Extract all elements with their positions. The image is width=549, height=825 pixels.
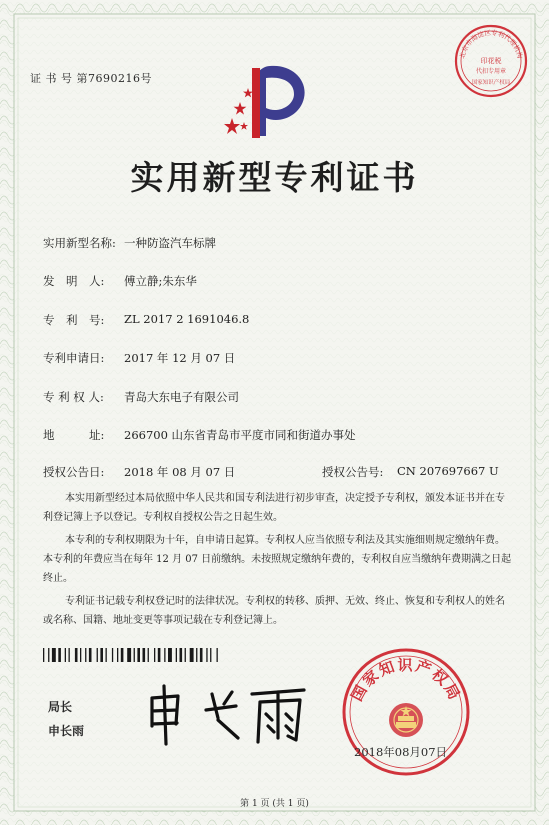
barcode-bar [117,648,118,662]
handwritten-signature [140,680,315,750]
name-label: 实用新型名称: [43,236,116,250]
seal-date: 2018年08月07日 [354,745,448,759]
barcode-bar [80,648,81,662]
address-label: 地 址: [43,428,105,442]
barcode-bar [206,648,207,662]
barcode-bar [200,648,203,662]
barcode-bar [52,648,56,662]
barcode-bar [185,648,186,662]
barcode-bar [168,648,172,662]
certificate-number: 证 书 号 第7690216号 [30,72,152,85]
filing-date-value: 2017 年 12 月 07 日 [124,351,236,365]
barcode-bar [134,648,135,662]
barcode-bar [89,648,92,662]
patent-number-value: ZL 2017 2 1691046.8 [124,312,250,326]
barcode-bar [48,648,49,662]
body-paragraph-1: 本实用新型经过本局依照中华人民共和国专利法进行初步审查，决定授予专利权，颁发本证书并在专利登记簿上予以登记。专利权自授权公告之日起生效。 [43,493,505,523]
barcode-bar [106,648,107,662]
barcode-bar [85,648,86,662]
barcode-bar [148,648,149,662]
agency-seal [452,22,530,100]
patentee-label: 专 利 权 人: [43,390,104,404]
signature-name: 申长雨 [48,724,85,738]
barcode-bar [196,648,197,662]
svg-text:北京市海淀区专利代理机构 [457,28,525,60]
agency-seal-bottom-text: 国家知识产权局 [471,80,511,86]
barcode-bar [65,648,66,662]
grant-number-label: 授权公告号: [322,465,384,479]
barcode-bar [127,648,131,662]
filing-date-label: 专利申请日: [43,351,105,365]
grant-date-label: 授权公告日: [43,465,105,479]
barcode-bar [43,648,44,662]
barcode-bar [158,648,161,662]
agency-seal-center-1: 印花税 [480,57,502,65]
svg-text:国家知识产权局 [348,656,465,704]
inventor-value: 傅立静;朱东华 [124,274,197,288]
patent-office-seal-text: 国家知识产权局 [347,656,465,705]
patent-number-label: 专 利 号: [43,313,105,327]
signature-title: 局长 [48,700,73,714]
patent-office-logo [222,58,318,142]
body-paragraph-3: 专利证书记载专利权登记时的法律状况。专利权的转移、质押、无效、终止、恢复和专利权人的姓名或名称、国籍、地址变更等事项记载在专利登记簿上。 [43,596,505,626]
agency-seal-center-2: 代扣专用章 [475,68,507,75]
page-number: 第 1 页 (共 1 页) [240,799,309,809]
utility-model-name: 一种防盗汽车标牌 [124,236,216,250]
barcode-bar [69,648,70,662]
body-paragraph-2: 本专利的专利权期限为十年，自申请日起算。专利权人应当依照专利法及其实施细则规定缴纳年费。本专利的年费应当在每年 12 月 07 日前缴纳。未按照规定缴纳年费的，专利权自应当缴纳年费期满之日起终止。 [43,535,512,584]
barcode-bar [164,648,165,662]
address-value: 266700 山东省青岛市平度市同和街道办事处 [124,428,356,442]
barcode-bar [154,648,155,662]
barcode-bar [143,648,146,662]
inventor-label: 发 明 人: [43,274,105,288]
certificate-title: 实用新型专利证书 [130,158,419,197]
barcode-bar [190,648,194,662]
grant-number-value: CN 207697667 U [397,464,499,478]
agency-seal-ring-text: 北京市海淀区专利代理机构 [458,28,524,60]
barcode-bar [100,648,103,662]
barcode-bar [180,648,183,662]
barcode-bar [97,648,98,662]
grant-date-value: 2018 年 08 月 07 日 [124,465,236,479]
national-emblem-icon [389,703,423,737]
patentee-value: 青岛大东电子有限公司 [124,390,239,404]
barcode-bar [112,648,113,662]
barcode-bar [121,648,124,662]
barcode [43,648,305,662]
barcode-bar [176,648,177,662]
barcode-bar [75,648,78,662]
barcode-bar [58,648,61,662]
barcode-bar [137,648,140,662]
barcode-bar [217,648,218,662]
barcode-bar [210,648,211,662]
